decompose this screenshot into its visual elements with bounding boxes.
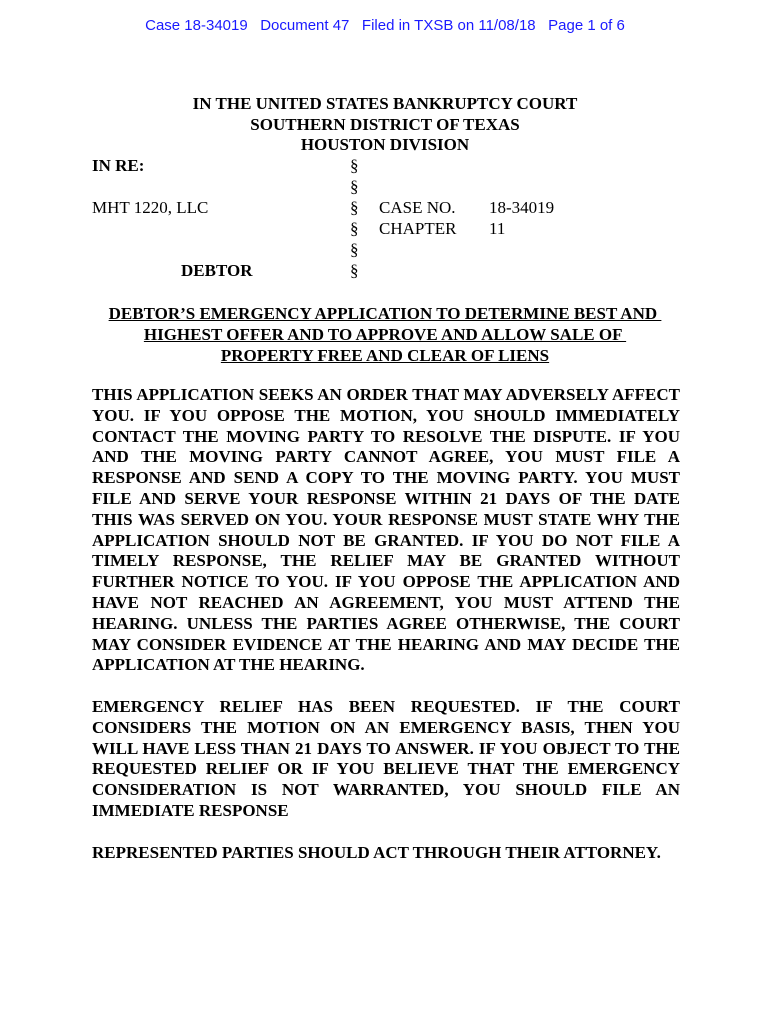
represented-parties-notice: REPRESENTED PARTIES SHOULD ACT THROUGH THEIR ATTORNEY.	[92, 843, 661, 862]
section-mark: §	[350, 261, 359, 280]
caption-row	[0, 176, 770, 197]
section-mark: §	[350, 219, 359, 238]
ecf-filing-header: Case 18-34019 Document 47 Filed in TXSB on 11/08/18 Page 1 of 6	[145, 17, 625, 34]
chapter-label: CHAPTER	[379, 219, 457, 238]
document-title-line: PROPERTY FREE AND CLEAR OF LIENS	[220, 346, 550, 365]
in-re-label: IN RE:	[92, 156, 145, 175]
court-division: HOUSTON DIVISION	[300, 135, 470, 154]
caption-row	[0, 260, 770, 281]
document-title-line: DEBTOR’S EMERGENCY APPLICATION TO DETERMINE BEST AND	[108, 304, 662, 323]
caption-row	[0, 218, 770, 239]
court-district: SOUTHERN DISTRICT OF TEXAS	[250, 114, 520, 134]
debtor-label: DEBTOR	[181, 261, 253, 280]
court-title	[0, 94, 770, 156]
caption-row	[0, 239, 770, 260]
caption-row	[0, 155, 770, 176]
document-title-line: HIGHEST OFFER AND TO APPROVE AND ALLOW SALE OF	[143, 325, 627, 344]
chapter-value: 11	[489, 219, 506, 238]
case-no-label: CASE NO.	[379, 198, 456, 217]
application-notice: THIS APPLICATION SEEKS AN ORDER THAT MAY ADVERSELY AFFECT YOU. IF YOU OPPOSE THE MOTION, YOU SHOULD IMMEDIATELY CONTACT THE MOVING PARTY TO RESOLVE THE DISPUTE. IF YOU AND THE MOVING PARTY CANNOT AGREE, YOU MUST FILE A RESPONSE AND SEND A COPY TO THE MOVING PARTY. YOU MUST FILE AND SERVE YOUR RESPONSE WITHIN 21 DAYS OF THE DATE THIS WAS SERVED ON YOU. YOUR RESPONSE MUST STATE WHY THE APPLICATION SHOULD NOT BE GRANTED. IF YOU DO NOT FILE A TIMELY RESPONSE, THE RELIEF MAY BE GRANTED WITHOUT FURTHER NOTICE TO YOU. IF YOU OPPOSE THE APPLICATION AND HAVE NOT REACHED AN AGREEMENT, YOU MUST ATTEND THE HEARING. UNLESS THE PARTIES AGREE OTHERWISE, THE COURT MAY CONSIDER EVIDENCE AT THE HEARING AND MAY DECIDE THE APPLICATION AT THE HEARING.	[92, 385, 680, 675]
case-no-value: 18-34019	[489, 198, 555, 217]
section-mark: §	[350, 198, 359, 217]
document-title	[0, 303, 770, 366]
section-mark: §	[350, 240, 359, 259]
emergency-notice: EMERGENCY RELIEF HAS BEEN REQUESTED. IF THE COURT CONSIDERS THE MOTION ON AN EMERGENCY BASIS, THEN YOU WILL HAVE LESS THAN 21 DAYS TO ANSWER. IF YOU OBJECT TO THE REQUESTED RELIEF OR IF YOU BELIEVE THAT THE EMERGENCY CONSIDERATION IS NOT WARRANTED, YOU SHOULD FILE AN IMMEDIATE RESPONSE	[92, 697, 680, 820]
debtor-name: MHT 1220, LLC	[92, 198, 209, 217]
section-mark: §	[350, 156, 359, 175]
caption-row	[0, 197, 770, 218]
section-mark: §	[350, 177, 359, 196]
court-name: IN THE UNITED STATES BANKRUPTCY COURT	[192, 94, 578, 113]
